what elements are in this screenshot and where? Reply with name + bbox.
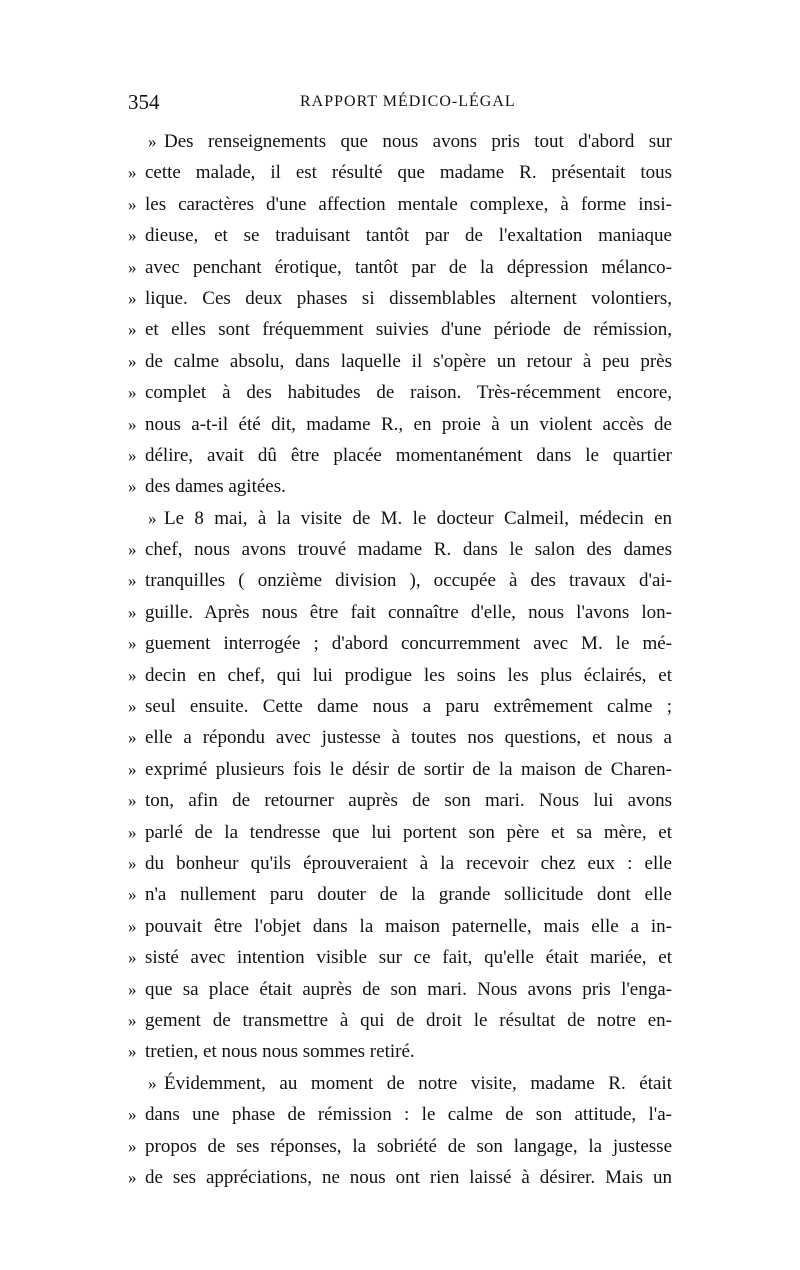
quote-mark: »: [128, 288, 137, 308]
text-line: [128, 660, 672, 691]
quote-mark: »: [128, 540, 137, 560]
text-line: [128, 942, 672, 973]
line-text: guille. Après nous être fait connaître d'elle, nous l'avons lon-: [145, 601, 672, 623]
quote-mark: »: [128, 383, 137, 403]
line-text: gement de transmettre à qui de droit le résultat de notre en-: [145, 1009, 672, 1031]
line-text: decin en chef, qui lui prodigue les soins les plus éclairés, et: [145, 664, 672, 686]
line-text: nous a-t-il été dit, madame R., en proie à un violent accès de: [145, 413, 672, 435]
line-text: dans une phase de rémission : le calme de son attitude, l'a-: [145, 1104, 672, 1126]
line-text: chef, nous avons trouvé madame R. dans le salon des dames: [145, 539, 672, 561]
text-line: [128, 628, 672, 659]
quote-mark: »: [128, 665, 137, 685]
line-text: délire, avait dû être placée momentanément dans le quartier: [145, 444, 672, 466]
text-line: [128, 126, 672, 157]
page-number: 354: [128, 90, 160, 114]
text-line: [128, 471, 672, 502]
line-text: n'a nullement paru douter de la grande sollicitude dont elle: [145, 884, 672, 906]
quote-mark: »: [128, 822, 137, 842]
text-line: [128, 1005, 672, 1036]
line-text: exprimé plusieurs fois le désir de sortir de la maison de Charen-: [145, 758, 672, 780]
quote-mark: »: [128, 414, 137, 434]
line-text: et elles sont fréquemment suivies d'une période de rémission,: [145, 319, 672, 341]
text-line: [128, 785, 672, 816]
text-line: [128, 1036, 672, 1067]
quote-mark: »: [128, 477, 137, 497]
text-line: [128, 189, 672, 220]
quote-mark: »: [128, 226, 137, 246]
line-text: du bonheur qu'ils éprouveraient à la recevoir chez eux : elle: [145, 852, 672, 874]
text-line: [128, 409, 672, 440]
quote-mark: »: [128, 1167, 137, 1187]
quote-mark: »: [128, 445, 137, 465]
line-text: sisté avec intention visible sur ce fait, qu'elle était mariée, et: [145, 947, 672, 969]
line-text: de calme absolu, dans laquelle il s'opère un retour à peu près: [145, 350, 672, 372]
quote-mark: »: [148, 132, 157, 151]
text-line: [128, 1068, 672, 1099]
quote-mark: »: [128, 697, 137, 717]
quote-mark: »: [128, 163, 137, 183]
line-text: tretien, et nous nous sommes retiré.: [145, 1041, 415, 1063]
text-line: [128, 534, 672, 565]
quote-mark: »: [128, 257, 137, 277]
line-text: ton, afin de retourner auprès de son mari. Nous lui avons: [145, 790, 672, 812]
quote-mark: »: [128, 948, 137, 968]
line-text: cette malade, il est résulté que madame R. présentait tous: [145, 162, 672, 184]
line-text: lique. Ces deux phases si dissemblables alternent volontiers,: [145, 287, 672, 309]
text-line: [128, 691, 672, 722]
line-text: Des renseignements que nous avons pris tout d'abord sur: [164, 131, 672, 152]
line-text: complet à des habitudes de raison. Très-récemment encore,: [145, 382, 672, 404]
text-line: [128, 1131, 672, 1162]
text-line: [128, 597, 672, 628]
text-line: [128, 879, 672, 910]
quote-mark: »: [128, 853, 137, 873]
line-text: guement interrogée ; d'abord concurremment avec M. le mé-: [145, 633, 672, 655]
line-text: tranquilles ( onzième division ), occupée à des travaux d'ai-: [145, 570, 672, 592]
quote-mark: »: [128, 320, 137, 340]
text-line: [128, 848, 672, 879]
line-text: parlé de la tendresse que lui portent son père et sa mère, et: [145, 821, 672, 843]
line-text: dieuse, et se traduisant tantôt par de l'exaltation maniaque: [145, 225, 672, 247]
line-text: des dames agitées.: [145, 476, 286, 498]
body-text: [128, 126, 672, 1193]
page-header: [128, 90, 672, 116]
text-line: [128, 157, 672, 188]
text-line: [128, 283, 672, 314]
line-text: elle a répondu avec justesse à toutes nos questions, et nous a: [145, 727, 672, 749]
text-line: [128, 440, 672, 471]
line-text: pouvait être l'objet dans la maison paternelle, mais elle a in-: [145, 915, 672, 937]
text-line: [128, 314, 672, 345]
quote-mark: »: [128, 1010, 137, 1030]
line-text: avec penchant érotique, tantôt par de la dépression mélanco-: [145, 256, 672, 278]
text-line: [128, 252, 672, 283]
quote-mark: »: [128, 885, 137, 905]
text-line: [128, 911, 672, 942]
quote-mark: »: [128, 634, 137, 654]
quote-mark: »: [128, 1136, 137, 1156]
quote-mark: »: [128, 1105, 137, 1125]
text-line: [128, 220, 672, 251]
quote-mark: »: [128, 194, 137, 214]
text-line: [128, 722, 672, 753]
running-head: RAPPORT MÉDICO-LÉGAL: [300, 93, 516, 110]
text-line: [128, 377, 672, 408]
quote-mark: »: [128, 1042, 137, 1062]
line-text: Évidemment, au moment de notre visite, madame R. était: [164, 1072, 672, 1094]
text-line: [128, 503, 672, 534]
text-line: [128, 1162, 672, 1193]
quote-mark: »: [128, 571, 137, 591]
line-text: seul ensuite. Cette dame nous a paru extrêmement calme ;: [145, 696, 672, 718]
quote-mark: »: [128, 728, 137, 748]
quote-mark: »: [128, 791, 137, 811]
quote-mark: »: [128, 759, 137, 779]
line-text: propos de ses réponses, la sobriété de son langage, la justesse: [145, 1135, 672, 1157]
text-line: [128, 565, 672, 596]
quote-mark: »: [148, 1073, 157, 1093]
line-text: Le 8 mai, à la visite de M. le docteur Calmeil, médecin en: [164, 507, 672, 529]
text-line: [128, 817, 672, 848]
quote-mark: »: [128, 916, 137, 936]
text-line: [128, 974, 672, 1005]
line-text: que sa place était auprès de son mari. Nous avons pris l'enga-: [145, 978, 672, 1000]
quote-mark: »: [148, 508, 157, 528]
quote-mark: »: [128, 351, 137, 371]
text-line: [128, 754, 672, 785]
line-text: de ses appréciations, ne nous ont rien laissé à désirer. Mais un: [145, 1166, 672, 1188]
text-line: [128, 346, 672, 377]
text-line: [128, 1099, 672, 1130]
line-text: les caractères d'une affection mentale complexe, à forme insi-: [145, 193, 672, 215]
quote-mark: »: [128, 602, 137, 622]
quote-mark: »: [128, 979, 137, 999]
